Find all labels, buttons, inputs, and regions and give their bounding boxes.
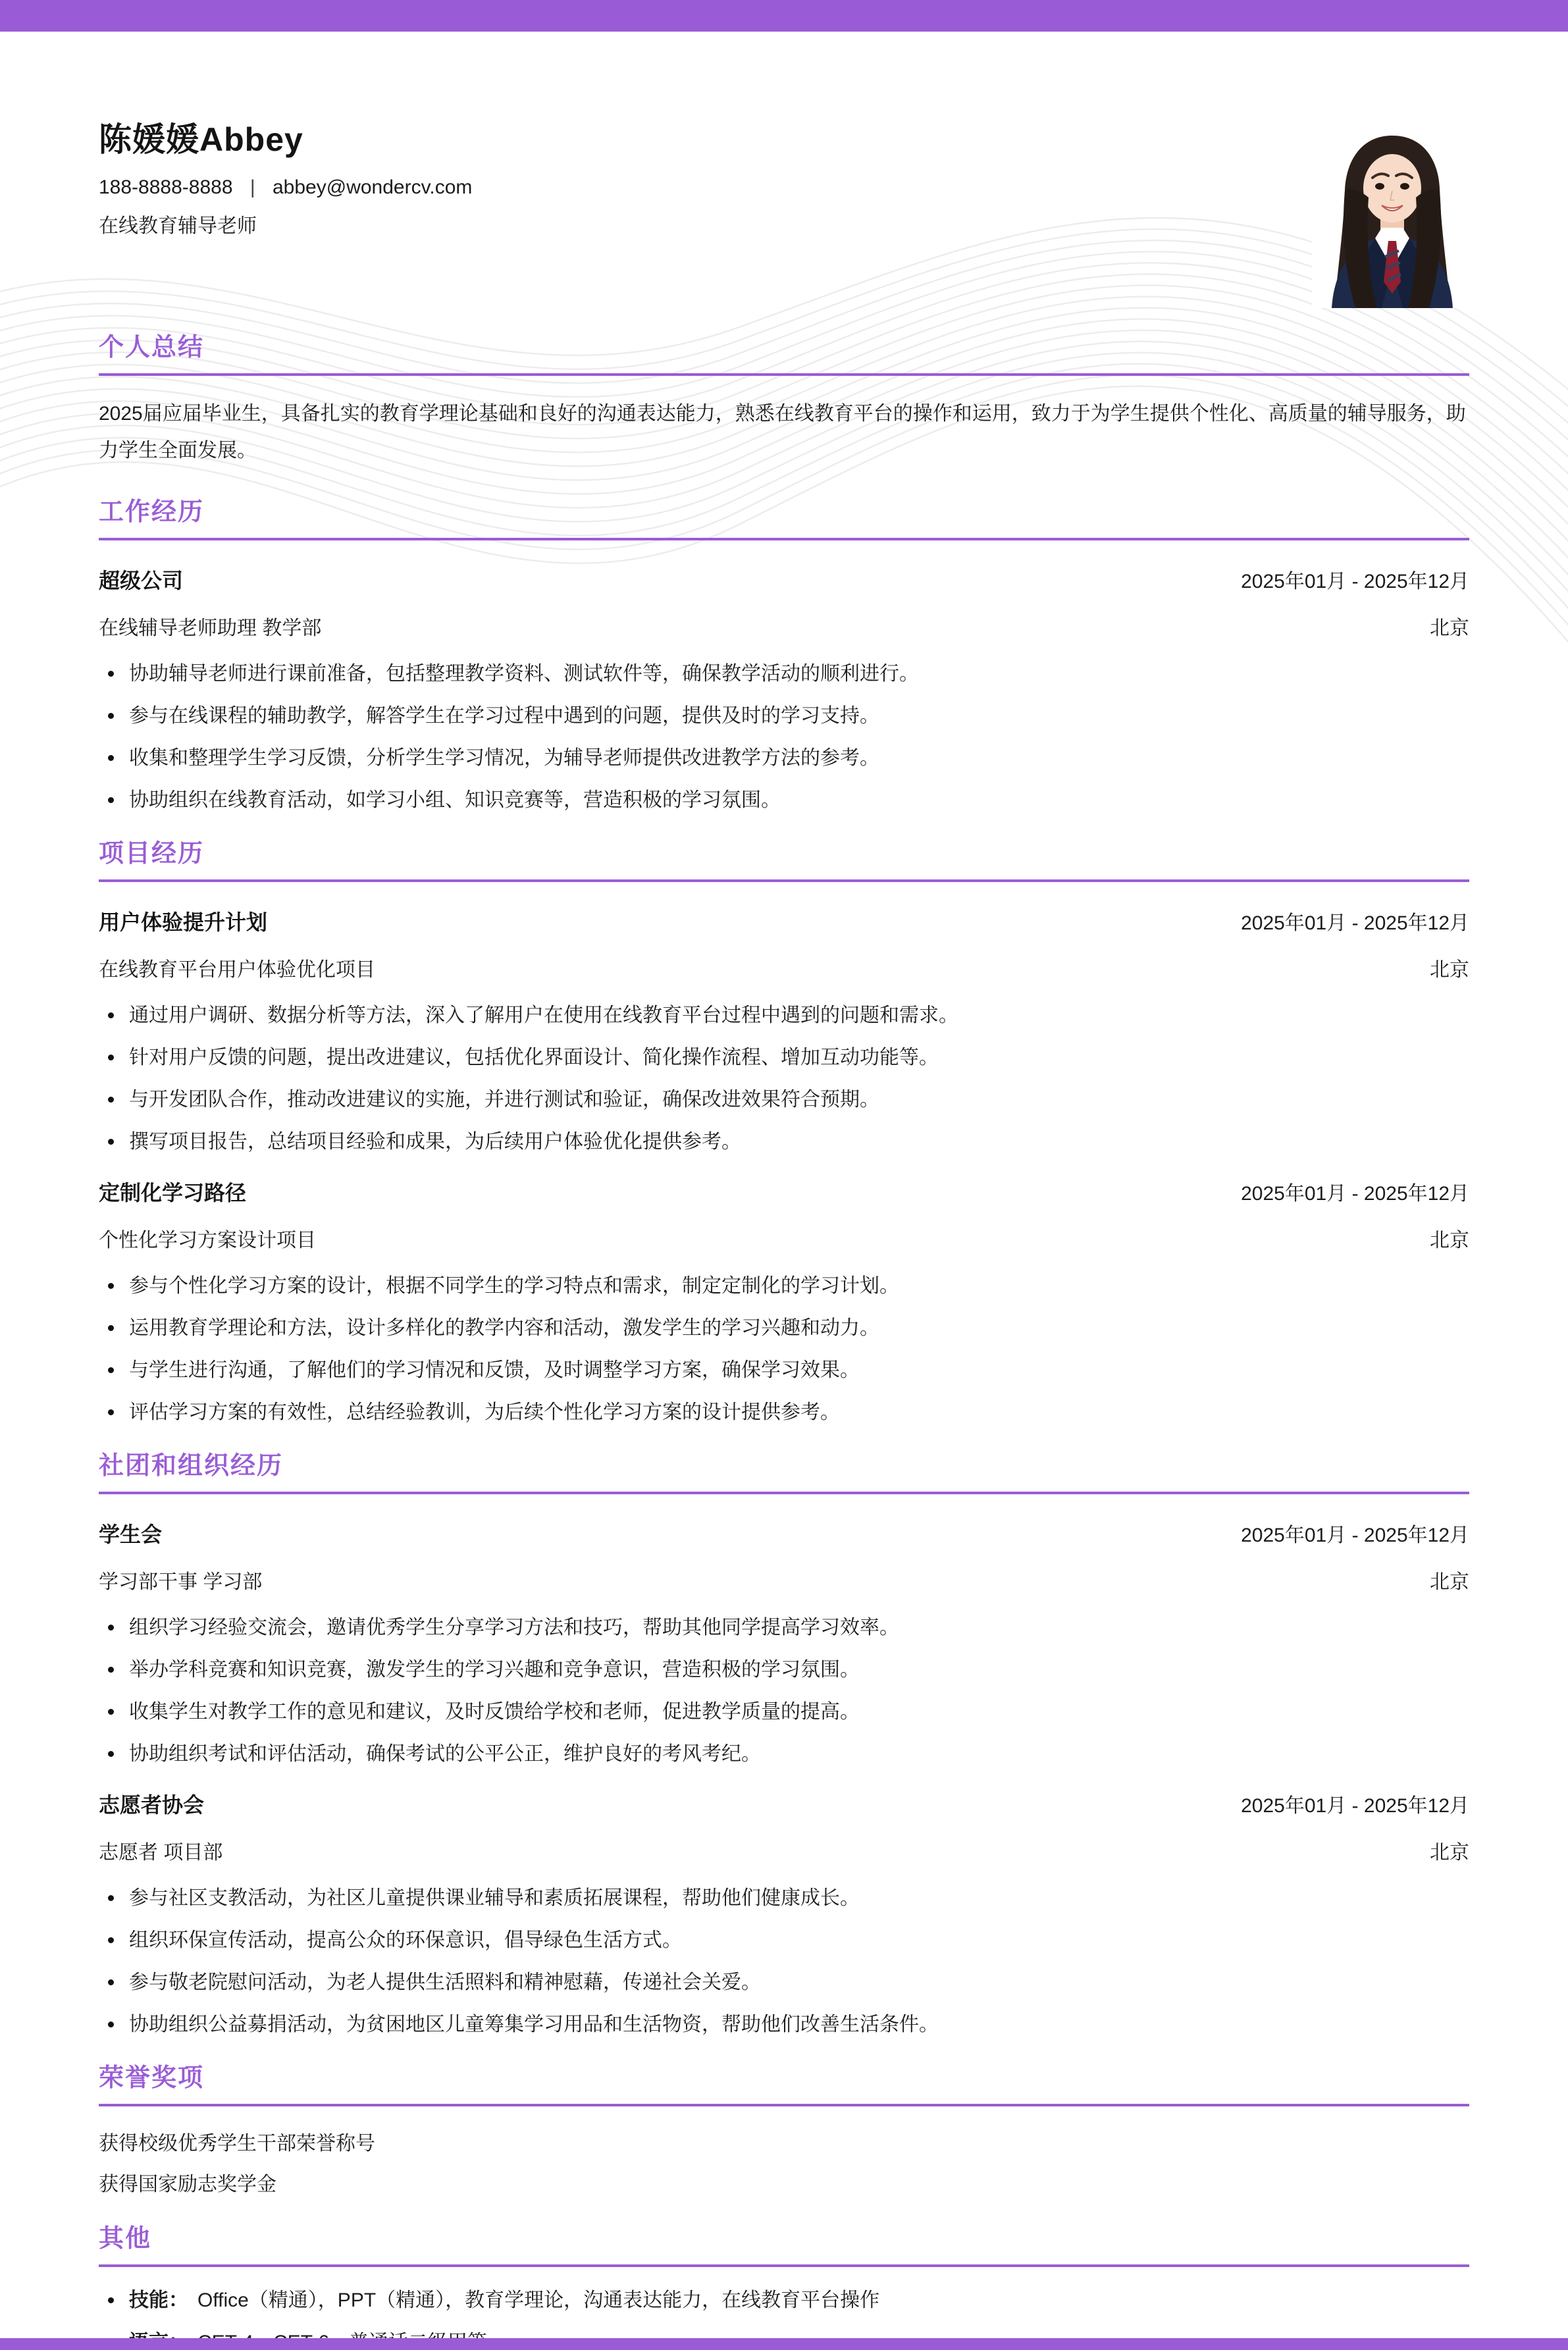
entry-role: 在线教育平台用户体验优化项目 (99, 959, 375, 981)
bullet-item: 协助辅导老师进行课前准备，包括整理教学资料、测试软件等，确保教学活动的顺利进行。 (99, 663, 1469, 685)
bullet-item: 收集和整理学生学习反馈，分析学生学习情况，为辅导老师提供改进教学方法的参考。 (99, 747, 1469, 769)
bullet-list (99, 1275, 1469, 1423)
bullet-item: 参与社区支教活动，为社区儿童提供课业辅导和素质拓展课程，帮助他们健康成长。 (99, 1887, 1469, 1909)
entry-date: 2025年01月 - 2025年12月 (1241, 912, 1469, 934)
section-work (99, 497, 1469, 811)
bullet-item: 组织学习经验交流会，邀请优秀学生分享学习方法和技巧，帮助其他同学提高学习效率。 (99, 1617, 1469, 1638)
company-name: 超级公司 (99, 569, 184, 592)
entry-role: 个性化学习方案设计项目 (99, 1230, 316, 1251)
bullet-item: 参与个性化学习方案的设计，根据不同学生的学习特点和需求，制定定制化的学习计划。 (99, 1275, 1469, 1297)
contact-line (99, 176, 472, 199)
email-address: abbey@wondercv.com (273, 176, 473, 198)
bullet-item: 与学生进行沟通，了解他们的学习情况和反馈，及时调整学习方案，确保学习效果。 (99, 1359, 1469, 1381)
organization-name: 志愿者协会 (99, 1793, 205, 1817)
bullet-item: 通过用户调研、数据分析等方法，深入了解用户在使用在线教育平台过程中遇到的问题和需求。 (99, 1005, 1469, 1026)
organization-name: 学生会 (99, 1523, 163, 1546)
bullet-item: 收集学生对教学工作的意见和建议，及时反馈给学校和老师，促进教学质量的提高。 (99, 1701, 1469, 1723)
section-title: 其他 (99, 2224, 1469, 2267)
resume-header (0, 0, 1568, 332)
bullet-item: 评估学习方案的有效性，总结经验教训，为后续个性化学习方案的设计提供参考。 (99, 1401, 1469, 1423)
bullet-item: 参与敬老院慰问活动，为老人提供生活照料和精神慰藉，传递社会关爱。 (99, 1971, 1469, 1993)
bullet-list (99, 663, 1469, 811)
section-title: 项目经历 (99, 839, 1469, 882)
bullet-item: 举办学科竞赛和知识竞赛，激发学生的学习兴趣和竞争意识，营造积极的学习氛围。 (99, 1659, 1469, 1681)
bullet-item: 撰写项目报告，总结项目经验和成果，为后续用户体验优化提供参考。 (99, 1131, 1469, 1153)
section-organizations (99, 1451, 1469, 2035)
bullet-list (99, 1005, 1469, 1153)
entry-location: 北京 (1430, 1571, 1469, 1593)
bullet-item: 参与在线课程的辅助教学，解答学生在学习过程中遇到的问题，提供及时的学习支持。 (99, 705, 1469, 727)
section-title: 社团和组织经历 (99, 1451, 1469, 1494)
entry-date: 2025年01月 - 2025年12月 (1241, 1183, 1469, 1205)
bullet-item: 组织环保宣传活动，提高公众的环保意识，倡导绿色生活方式。 (99, 1929, 1469, 1951)
entry-location: 北京 (1430, 1230, 1469, 1251)
entry-date: 2025年01月 - 2025年12月 (1241, 1795, 1469, 1817)
organization-entry (99, 1518, 1469, 1765)
entry-location: 北京 (1430, 959, 1469, 981)
bullet-item: 协助组织考试和评估活动，确保考试的公平公正，维护良好的考风考纪。 (99, 1743, 1469, 1765)
project-entry (99, 906, 1469, 1153)
section-projects (99, 839, 1469, 1423)
bullet-list (99, 1887, 1469, 2035)
honor-line: 获得国家励志奖学金 (99, 2174, 276, 2195)
project-name: 用户体验提升计划 (99, 910, 268, 934)
phone-number: 188-8888-8888 (99, 176, 233, 198)
contact-separator: | (249, 176, 255, 198)
bullet-item: 协助组织在线教育活动，如学习小组、知识竞赛等，营造积极的学习氛围。 (99, 789, 1469, 811)
entry-location: 北京 (1430, 617, 1469, 639)
entry-date: 2025年01月 - 2025年12月 (1241, 1525, 1469, 1546)
bullet-item: 运用教育学理论和方法，设计多样化的教学内容和活动，激发学生的学习兴趣和动力。 (99, 1317, 1469, 1339)
entry-location: 北京 (1430, 1842, 1469, 1864)
bullet-item: 针对用户反馈的问题，提出改进建议，包括优化界面设计、简化操作流程、增加互动功能等。 (99, 1047, 1469, 1068)
job-title: 在线教育辅导老师 (99, 215, 257, 237)
labeled-bullet-item: 技能： Office（精通），PPT（精通），教育学理论，沟通表达能力，在线教育平台操作 (99, 2289, 1469, 2311)
entry-role: 在线辅导老师助理 教学部 (99, 617, 322, 639)
entry-role: 志愿者 项目部 (99, 1842, 223, 1864)
bullet-label: 技能： (129, 2289, 188, 2311)
section-summary (99, 332, 1469, 469)
section-honors (99, 2063, 1469, 2196)
candidate-name: 陈媛媛Abbey (99, 121, 303, 158)
honor-line: 获得校级优秀学生干部荣誉称号 (99, 2133, 375, 2154)
work-entry (99, 564, 1469, 811)
profile-photo (1312, 117, 1473, 308)
organization-entry (99, 1789, 1469, 2035)
entry-role: 学习部干事 学习部 (99, 1571, 263, 1593)
honor-list (99, 2133, 1469, 2196)
bullet-item: 与开发团队合作，推动改进建议的实施，并进行测试和验证，确保改进效果符合预期。 (99, 1089, 1469, 1110)
bottom-accent-bar (0, 2338, 1568, 2350)
section-other (99, 2224, 1469, 2350)
bullet-item: 协助组织公益募捐活动，为贫困地区儿童筹集学习用品和生活物资，帮助他们改善生活条件。 (99, 2014, 1469, 2035)
section-title: 荣誉奖项 (99, 2063, 1469, 2106)
section-title: 工作经历 (99, 497, 1469, 540)
project-name: 定制化学习路径 (99, 1181, 247, 1205)
entry-date: 2025年01月 - 2025年12月 (1241, 571, 1469, 592)
section-title: 个人总结 (99, 332, 1469, 376)
summary-paragraph: 2025届应届毕业生，具备扎实的教育学理论基础和良好的沟通表达能力，熟悉在线教育平台的操作和运用，致力于为学生提供个性化、高质量的辅导服务，助力学生全面发展。 (99, 403, 1466, 461)
bullet-list (99, 1617, 1469, 1765)
resume-content (99, 332, 1469, 2350)
project-entry (99, 1176, 1469, 1423)
